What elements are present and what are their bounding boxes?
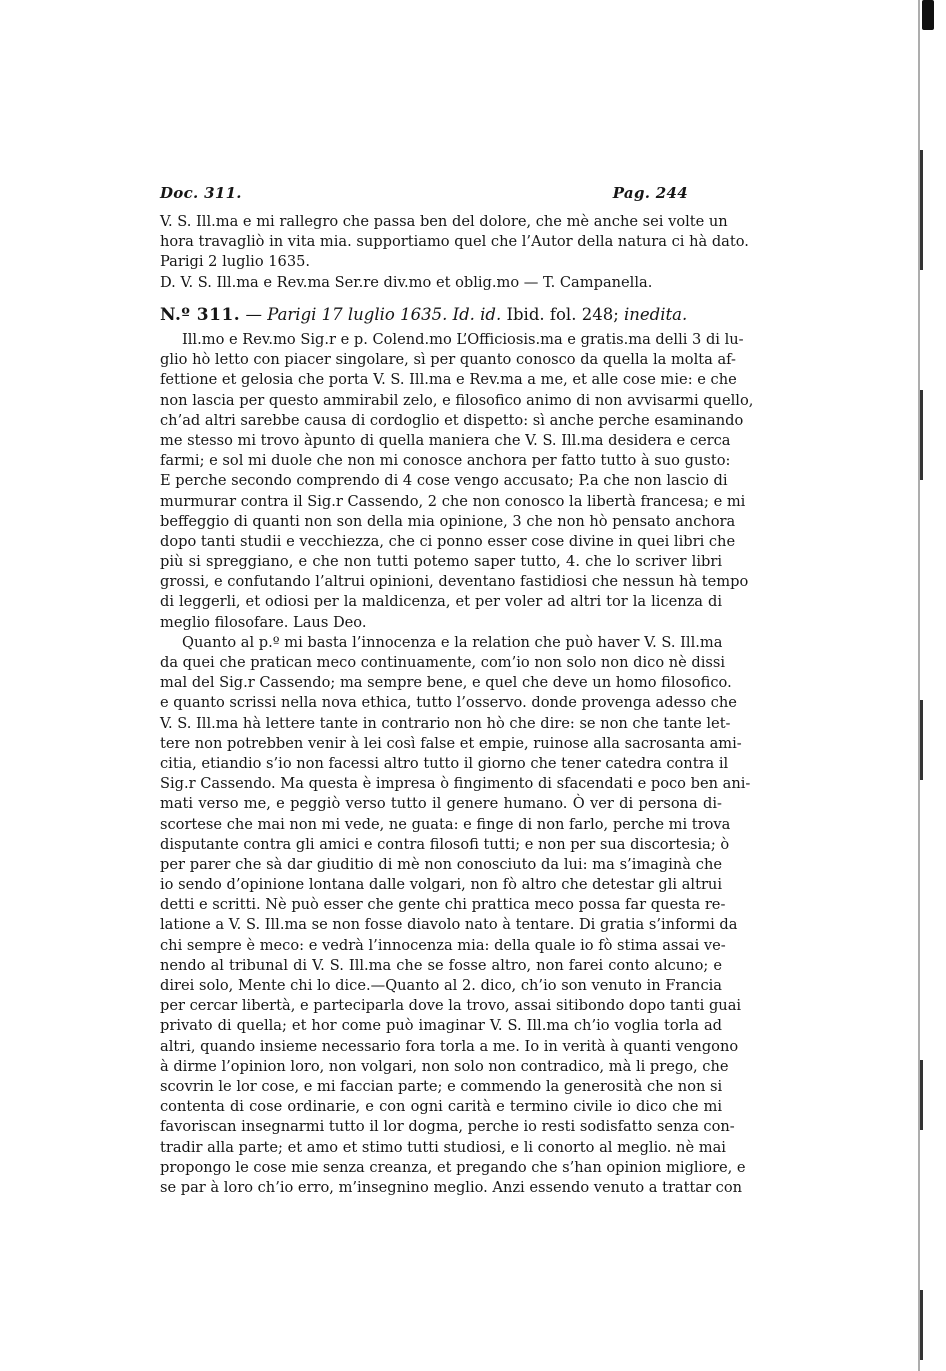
text-line: hora travagliò in vita mia. supportiamo quel che l’Autor della natura ci hà dato.	[160, 233, 749, 251]
text-line: favoriscan insegnarmi tutto il lor dogma, perche io resti sodisfatto senza con-	[160, 1118, 735, 1136]
text-line: e quanto scrissi nella nova ethica, tutto l’osservo. donde provenga adesso che	[160, 694, 737, 712]
text-line: io sendo d’opinione lontana dalle volgari, non fò altro che detestar gli altrui	[160, 876, 722, 894]
text-line: propongo le cose mie senza creanza, et pregando che s’han opinion migliore, e	[160, 1158, 746, 1176]
text-line: di leggerli, et odiosi per la maldicenza, et per voler ad altri tor la licenza di	[160, 593, 722, 611]
signature-line: D. V. S. Ill.ma e Rev.ma Ser.re div.mo et oblig.mo — T. Campanella.	[160, 273, 653, 291]
text-line: fettione et gelosia che porta V. S. Ill.ma e Rev.ma a me, et alle cose mie: e che	[160, 371, 737, 389]
text-line: V. S. Ill.ma hà lettere tante in contrario non hò che dire: se non che tante let-	[160, 714, 731, 732]
text-line: ch’ad altri sarebbe causa di cordoglio et dispetto: sì anche perche esaminando	[160, 411, 744, 429]
text-line: latione a V. S. Ill.ma se non fosse diavolo nato à tentare. Di gratia s’informi da	[160, 916, 738, 934]
text-line: da quei che pratican meco continuamente, com’io non solo non dico nè dissi	[160, 654, 726, 671]
text-line: contenta di cose ordinarie, e con ogni carità e termino civile io dico che mi	[160, 1098, 722, 1116]
text-line: chi sempre è meco: e vedrà l’innocenza mia: della quale io fò stima assai ve-	[160, 936, 726, 954]
edge-mark-segment	[920, 1290, 923, 1360]
text-line: me stesso mi trovo àpunto di quella maniera che V. S. Ill.ma desidera e cerca	[160, 431, 731, 449]
text-line: Parigi 2 luglio 1635.	[160, 253, 311, 271]
document-heading	[160, 305, 722, 325]
document-status: inedita.	[624, 305, 688, 324]
document-source: Ibid. fol. 248;	[501, 305, 624, 324]
doc-reference: Doc. 311.	[160, 184, 242, 202]
text-line: per parer che sà dar giuditio di mè non conosciuto da lui: ma s’imaginà che	[160, 855, 722, 873]
text-line: nendo al tribunal di V. S. Ill.ma che se fosse altro, non farei conto alcuno; e	[160, 956, 722, 974]
text-line: meglio filosofare. Laus Deo.	[160, 613, 367, 631]
text-line: dopo tanti studii e vecchiezza, che ci ponno esser cose divine in quei libri che	[160, 532, 736, 550]
text-line: V. S. Ill.ma e mi rallegro che passa ben del dolore, che mè anche sei volte un	[160, 213, 728, 230]
document-id: Id. id.	[447, 305, 502, 324]
text-line: Ill.mo e Rev.mo Sig.r e p. Colend.mo L’Officiosis.ma e gratis.ma delli 3 di lu-	[182, 331, 744, 348]
document-number: N.º 311.	[160, 305, 241, 325]
text-line: per cercar libertà, e parteciparla dove la trovo, assai sitibondo dopo tanti guai	[160, 997, 742, 1015]
document-place-date: Parigi 17 luglio 1635.	[267, 305, 448, 324]
edge-mark-segment	[920, 150, 923, 270]
page-reference: Pag. 244	[612, 184, 688, 202]
text-line: Sig.r Cassendo. Ma questa è impresa ò fingimento di sfacendati e poco ben ani-	[160, 775, 751, 793]
edge-mark-segment	[920, 700, 923, 780]
text-line: farmi; e sol mi duole che non mi conosce anchora per fatto tutto à suo gusto:	[160, 452, 731, 470]
text-line: direi solo, Mente chi lo dice.—Quanto al 2. dico, ch’io son venuto in Francia	[160, 977, 722, 994]
heading-dash: —	[240, 305, 268, 324]
text-line: à dirme l’opinion loro, non volgari, non solo non contradico, mà li prego, che	[160, 1057, 729, 1075]
letter-body	[160, 330, 754, 1198]
text-line: murmurar contra il Sig.r Cassendo, 2 che non conosco la libertà francesa; e mi	[160, 492, 746, 510]
text-line: E perche secondo comprendo di 4 cose vengo accusato; P.a che non lascio di	[160, 472, 728, 490]
text-line: beffeggio di quanti non son della mia opinione, 3 che non hò pensato anchora	[160, 512, 736, 530]
text-line: più si spreggiano, e che non tutti potemo saper tutto, 4. che lo scriver libri	[160, 553, 722, 571]
text-line: privato di quella; et hor come può imaginar V. S. Ill.ma ch’io voglia torla ad	[160, 1017, 722, 1035]
previous-letter-ending	[160, 212, 749, 293]
text-line: tradir alla parte; et amo et stimo tutti studiosi, e li conorto al meglio. nè mai	[160, 1138, 726, 1156]
text-line: Quanto al p.º mi basta l’innocenza e la relation che può haver V. S. Ill.ma	[182, 633, 723, 651]
edge-mark-top	[922, 0, 934, 30]
text-line: scovrin le lor cose, e mi faccian parte; e commendo la generosità che non si	[160, 1077, 723, 1095]
text-line: citia, etiandio s’io non facessi altro tutto il giorno che tener catedra contra il	[160, 754, 729, 772]
text-line: detti e scritti. Nè può esser che gente chi prattica meco possa far questa re-	[160, 896, 726, 914]
edge-mark-segment	[920, 390, 923, 480]
text-line: altri, quando insieme necessario fora torla a me. Io in verità à quanti vengono	[160, 1037, 739, 1055]
text-line: glio hò letto con piacer singolare, sì per quanto conosco da quella la molta af-	[160, 351, 736, 369]
text-line: grossi, e confutando l’altrui opinioni, deventano fastidiosi che nessun hà tempo	[160, 573, 749, 591]
text-line: mati verso me, e peggiò verso tutto il genere humano. Ò ver di persona di-	[160, 795, 722, 813]
edge-mark-segment	[920, 1060, 923, 1130]
text-line: disputante contra gli amici e contra filosofi tutti; e non per sua discortesia; ò	[160, 835, 730, 853]
text-line: mal del Sig.r Cassendo; ma sempre bene, e quel che deve un homo filosofico.	[160, 674, 732, 692]
text-line: se par à loro ch’io erro, m’insegnino meglio. Anzi essendo venuto a trattar con	[160, 1178, 743, 1196]
page-edge-shadow	[914, 0, 946, 1371]
text-line: non lascia per questo ammirabil zelo, e filosofico animo di non avvisarmi quello,	[160, 391, 754, 409]
text-line: scortese che mai non mi vede, ne guata: e finge di non farlo, perche mi trova	[160, 815, 731, 833]
text-line: tere non potrebben venir à lei così false et empie, ruinose alla sacrosanta ami-	[160, 734, 742, 752]
running-header	[160, 184, 688, 206]
